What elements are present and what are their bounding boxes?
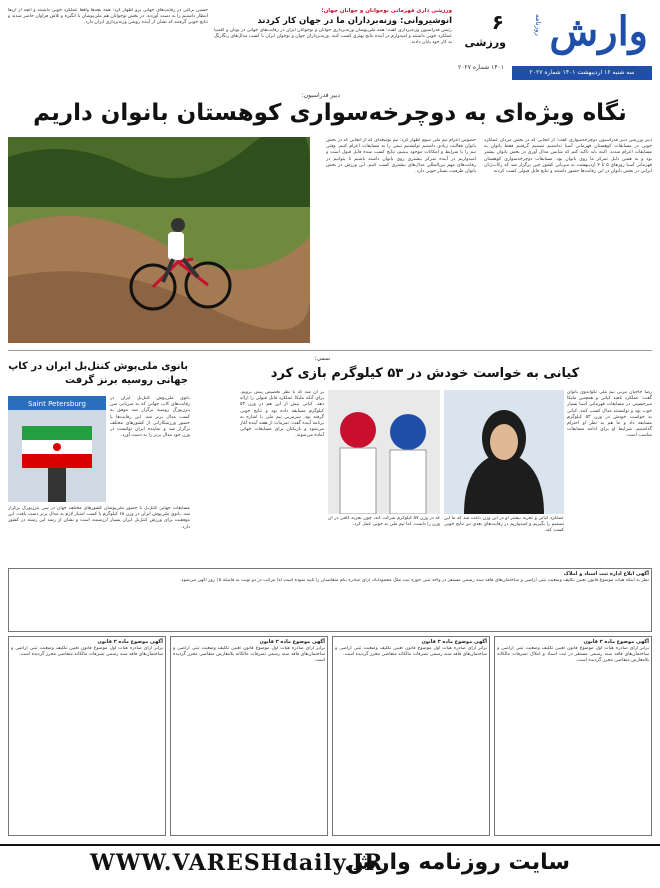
podium-illustration xyxy=(8,396,106,502)
top-story-body: رئیس فدراسیون وزنه‌برداری گفت: همه ملی‌پوشان وزنه‌برداری جوانان و نوجوانان ایران در رقابت‌های جهانی در یونان و کلمبیا عملکرد خوبی داشتند و امیدوارم در آینده نتایج بهتری کسب کنند. وزنه‌برداران جوان و نوجوان ایران با کسب مدال‌های رنگارنگ به کار خود پایان دادند. xyxy=(214,28,452,46)
story2-title[interactable]: کیانی به خواست خودش در ۵۳ کیلوگرم بازی کرد xyxy=(270,366,580,381)
story2-column-b: بر آن شد که با نظر تخصیص پیش برویم. برای آنکه ملیکا عملکرد قابل قبولی را ارائه دهد. کیانی پیش از این هم در وزن ۵۳ کیلوگرم مسابقه داده بود و نتایج خوبی گرفته بود. سرمربی تیم ملی با اشاره به برنامه آینده گفت: تمرینات از هفته آینده آغاز می‌شود و بازیکنان برای مسابقات جهانی آماده می‌شوند. xyxy=(240,390,324,439)
ad-title: آگهی موضوع ماده ۳ قانون xyxy=(583,639,649,645)
main-story-column-a: دبیر ورزشی دبیر فدراسیون دوچرخه‌سواری گفت: از آنجایی که در بخش مردان عملکرد خوبی در مسابقات کوهستان قهرمانی آسیا نداشتیم تصمیم گرفتیم فقط بانوان به مسابقات اعزام شدند. البته باید تاکید کنم که شانس مدال آوری در بخش بانوان بیشتر بود و به همین دلیل تمرکز ما روی بانوان بود. مسابقات دوچرخه‌سواری کوهستان قهرمانی آسیا روزهای ۵ تا ۷ اردیبهشت به میزبانی کشور چین برگزار شد که رکاب‌زنان ایرانی در بخش بانوان در این رقابت‌ها حضور داشتند و نتایج قابل قبولی کسب کردند. xyxy=(484,138,652,175)
top-story-title[interactable]: انوشیروانی: وزنه‌برداران ما در جهان کار کردند xyxy=(257,16,452,26)
ad-title: آگهی ابلاغ اداره ثبت اسناد و املاک xyxy=(563,571,649,577)
portrait-illustration xyxy=(444,390,564,514)
athlete-portrait-photo xyxy=(444,390,564,514)
story2-caption-b: که در وزن ۵۷ کیلوگرم شرکت کند، چون تجربه کافی در آن وزن را داشت. اما تیم ملی به خوبی عمل کرد. xyxy=(328,516,440,528)
story2-kicker: سمی: xyxy=(314,355,330,362)
ad-body: برابر آرای صادره هیات اول موضوع قانون تعیین تکلیف وضعیت ثبتی اراضی و ساختمان‌های فاقد سند رسمی تصرفات مالکانه متقاضی محرز گردیده است. xyxy=(11,646,163,658)
story2-column-a: رضا جاجیان مربی تیم ملی تکواندوی بانوان گفت: عملکرد ناهید کیانی و همچنین ملیکا میرحسینی در مسابقات قهرمانی آسیا بسیار خوب بود و توانستند مدال کسب کنند. کیانی به خواست خودش در وزن ۵۳ کیلوگرم مسابقه داد و ما هم به نظر او احترام گذاشتیم. شرایط او برای ادامه مسابقات مناسب است. xyxy=(567,390,652,439)
top-side-body: حسین برکتی در رقابت‌های جهانی پرو اظهار کرد: همه بچه‌ها واقعا عملکرد خوبی داشتند و آنچه از آن‌ها انتظار داشتیم را به دست آوردند. در بخش نوجوانان هم ملی‌پوشان با انگیزه و تلاش فراوان حاضر شدند و نتایج خوبی گرفتند که نشان از آینده روشن وزنه‌برداری ایران دارد. xyxy=(8,8,208,26)
issue-number: ۱۴۰۱ شماره ۲۰۲۷ xyxy=(458,64,504,71)
newspaper-logo[interactable] xyxy=(512,6,652,76)
footer-label: سایت روزنامه وارش xyxy=(346,850,570,875)
ad-body: برابر آرای صادره هیات اول موضوع قانون تعیین تکلیف وضعیت ثبتی اراضی و ساختمان‌های فاقد سند رسمی تصرفات مالکانه متقاضی محرز گردیده است. xyxy=(335,646,487,658)
photo-sign-text: Saint Petersburg xyxy=(27,400,87,408)
taekwondo-photo xyxy=(328,390,440,514)
ad-body: برابر آرای صادره هیات اول موضوع قانون تعیین تکلیف وضعیت ثبتی اراضی و ساختمان‌های فاقد سند رسمی تصرفات مالکانه بلامعارض متقاضی محرز گردیده است. xyxy=(173,646,325,664)
logo-prefix: روزنامه xyxy=(534,14,542,36)
main-story-column-b: خصوص اعزام تیم ملی سوم اظهار کرد: تیم توسعه‌ای که از آنجایی که در بخش بانوان فعالیت زیادی داشتیم توانستیم تیمی را به مسابقات اعزام کنیم. وقتی تیم را با شرایط و امکانات موجود ببینیم، نتایج کسب شده قابل قبول است و امیدواریم در آینده تمرکز بیشتری روی بانوان داشته باشیم تا بتوانیم در رقابت‌های مهم بین‌المللی مدال‌های بیشتری کسب کنیم. این ورزش در بخش بانوان ظرفیت بسیار خوبی دارد. xyxy=(326,138,476,175)
masthead xyxy=(8,6,652,86)
date-bar: سه شنبه ۱۶ اردیبهشت ۱۴۰۱ شماره ۲۰۲۷ xyxy=(512,66,652,80)
logo-text: وارش xyxy=(549,8,648,55)
divider xyxy=(8,350,652,351)
page-number: ۶ xyxy=(491,10,504,34)
ad-title: آگهی موضوع ماده ۳ قانون xyxy=(421,639,487,645)
ad-box[interactable] xyxy=(8,636,166,836)
ad-title: آگهی موضوع ماده ۳ قانون xyxy=(259,639,325,645)
story3-body: مسابقات جهانی کنتل‌بل با حضور ملی‌پوشان کشورهای مختلف جهان در سن پترزبورگ برگزار شد. بانوی ملی‌پوش ایران در وزن ۶۸ کیلوگرم با کسب امتیاز لازم به مدال برنز دست یافت. این موفقیت برای ورزش کنتل‌بل ایران بسیار ارزشمند است و نشان از رشد این رشته در کشور دارد. xyxy=(8,506,190,530)
story3-title[interactable]: بانوی ملی‌پوش کنتل‌بل ایران در کاپ جهانی روسیه برنز گرفت xyxy=(8,361,188,386)
taekwondo-illustration xyxy=(328,390,440,514)
footer-website-link[interactable]: WWW.VARESHdaily.IR xyxy=(90,850,384,876)
ad-box[interactable] xyxy=(494,636,652,836)
ad-box[interactable] xyxy=(170,636,328,836)
top-story xyxy=(214,8,452,86)
top-story-kicker: ورزشی داری فهرمانی نوجوانان و جوانان جهان؛ xyxy=(321,8,452,14)
ad-body: نظر به اینکه هیات موضوع قانون تعیین تکلیف وضعیت ثبتی اراضی و ساختمان‌های فاقد سند رسمی مستقر در واحد ثبتی حوزه ثبت ملک محمودآباد، آرای صادره بنام متقاضیان را تایید نموده است لذا مراتب در دو نوبت به فاصله ۱۵ روز آگهی می‌شود. xyxy=(179,578,649,583)
cyclist-photo xyxy=(8,137,310,343)
ad-box[interactable] xyxy=(332,636,490,836)
main-story-kicker: دبیر فدراسیون: xyxy=(301,92,340,99)
ad-box[interactable] xyxy=(8,568,652,632)
story3-column: بانوی ملی‌پوش کنتل‌بل ایران در رقابت‌های کاپ جهانی که به میزبانی سن پترزبورگ روسیه برگزار شد موفق به کسب مدال برنز شد. این رقابت‌ها با حضور ورزشکارانی از کشورهای مختلف برگزار شد و نماینده ایران توانست در وزن خود مدال برنز را به دست آورد. xyxy=(110,396,190,439)
ad-title: آگهی موضوع ماده ۳ قانون xyxy=(97,639,163,645)
section-label: ورزشی xyxy=(464,36,506,49)
kettlebell-podium-photo xyxy=(8,396,106,502)
cyclist-illustration xyxy=(8,137,310,343)
classified-ads xyxy=(8,568,652,868)
story2-caption-a: عملکرد کیانی و تجربه بیشتر او در این وزن باعث شد که ما این تصمیم را بگیریم و امیدواریم در رقابت‌های بعدی نیز نتایج خوبی کسب کند. xyxy=(444,516,564,534)
main-story-title[interactable]: نگاه ویژه‌ای به دوچرخه‌سواری کوهستان بانوان داریم xyxy=(33,100,627,126)
ad-body: برابر آرای صادره هیات اول موضوع قانون تعیین تکلیف وضعیت ثبتی اراضی و ساختمان‌های فاقد سند رسمی مستقر در ثبت اسناد و املاک تصرفات مالکانه بلامعارض متقاضی محرز گردیده است. xyxy=(497,646,649,664)
